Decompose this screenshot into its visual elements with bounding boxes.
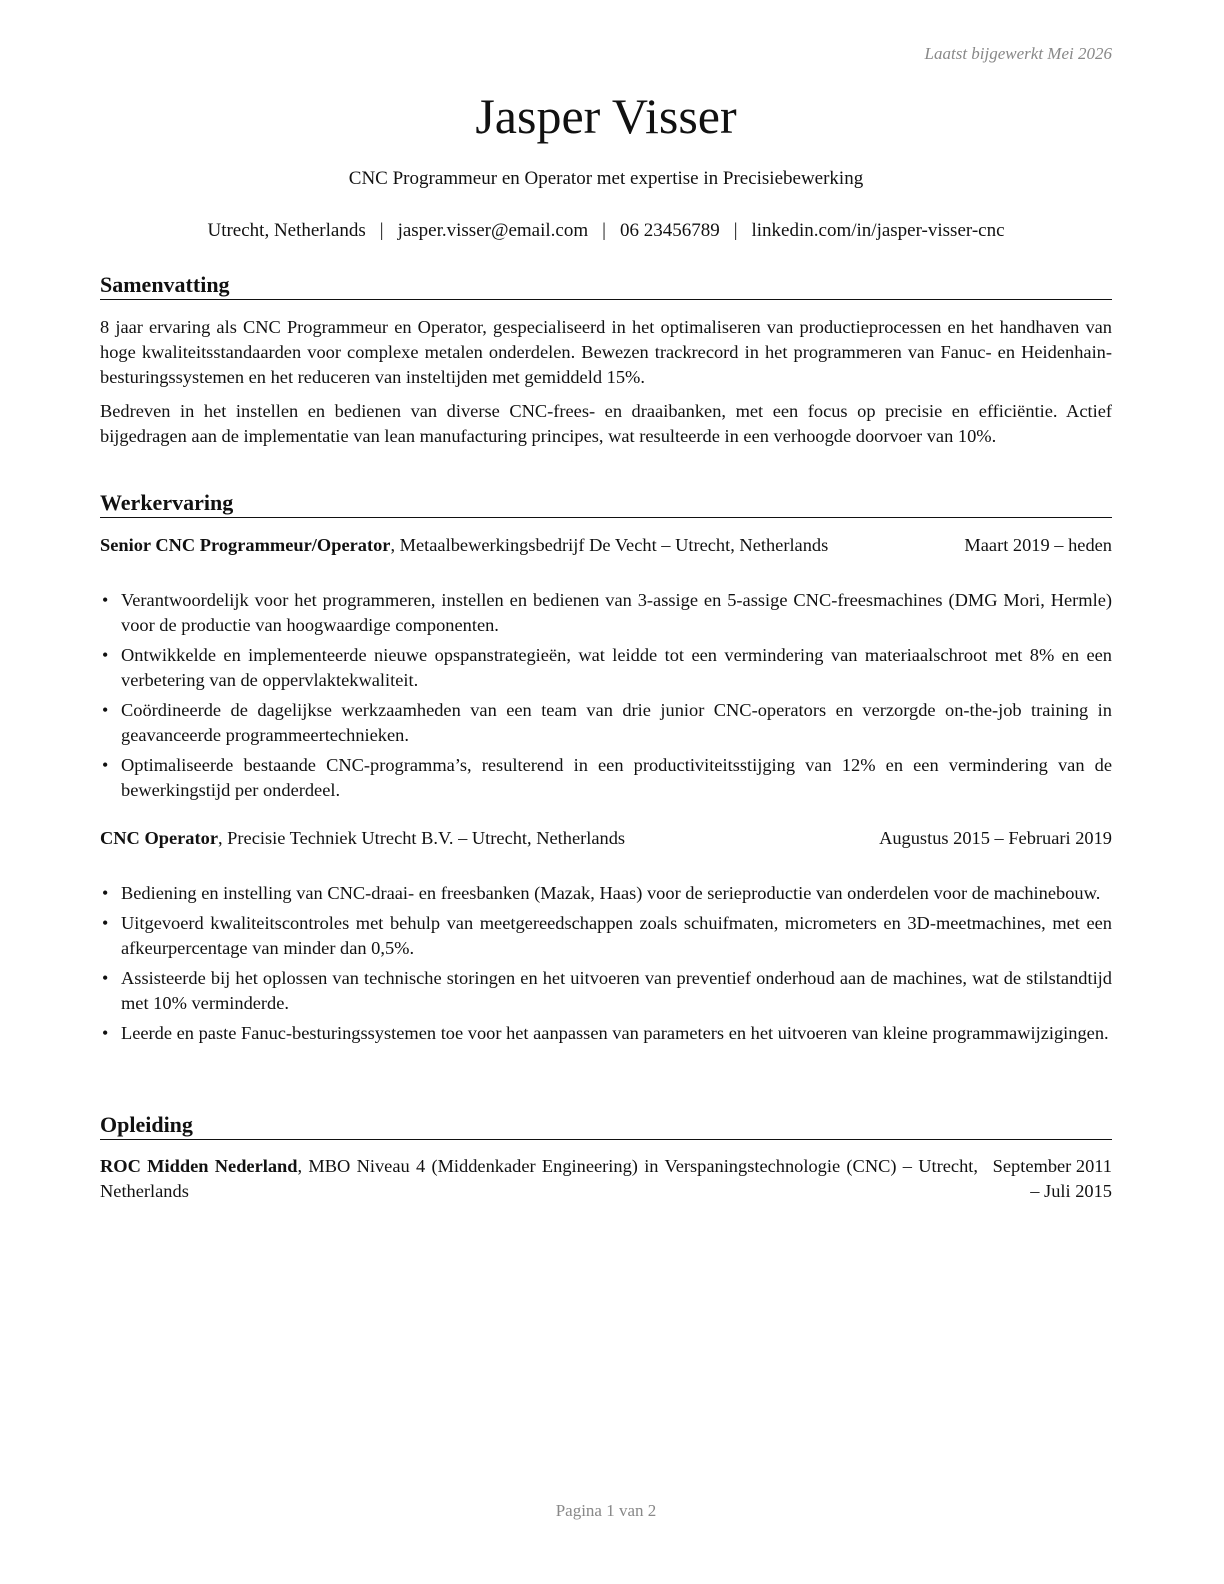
bullet-icon: • (102, 645, 109, 665)
list-item (100, 1021, 1112, 1046)
contact-separator: | (379, 220, 384, 241)
job-bullets (100, 881, 1112, 1051)
summary-paragraph-2: Bedreven in het instellen en bedienen van diverse CNC-frees- en draaibanken, met een focus op precisie en efficiëntie. Actief bijgedragen aan de implementatie van lean manufacturing principes, wat resulteerde in een verhoogde doorvoer van 10%. (100, 401, 1112, 446)
contact-email[interactable]: jasper.visser@email.com (397, 220, 589, 241)
tagline: CNC Programmeur en Operator met expertise in Precisiebewerking (348, 168, 864, 189)
bullet-icon: • (102, 968, 109, 988)
education-school: ROC Midden Nederland (100, 1156, 298, 1176)
bullet-icon: • (102, 883, 109, 903)
bullet-icon: • (102, 755, 109, 775)
job-company: , Precisie Techniek Utrecht B.V. – Utrecht, Netherlands (217, 828, 626, 848)
bullet-text: Coördineerde de dagelijkse werkzaamheden van een team van drie junior CNC-operators en verzorgde on-the-job training in geavanceerde programmeertechnieken. (121, 700, 1112, 745)
bullet-text: Leerde en paste Fanuc-besturingssystemen toe voor het aanpassen van parameters en het uitvoeren van kleine programmawijzigingen. (121, 1023, 1109, 1043)
job-role: CNC Operator (100, 828, 218, 848)
education-dates: September 2011 – Juli 2015 (992, 1156, 1112, 1201)
job-company: , Metaalbewerkingsbedrijf De Vecht – Utrecht, Netherlands (390, 535, 829, 555)
bullet-icon: • (102, 700, 109, 720)
list-item (100, 588, 1112, 638)
bullet-text: Bediening en instelling van CNC-draai- en freesbanken (Mazak, Haas) voor de serieproductie van onderdelen voor de machinebouw. (121, 883, 1101, 903)
job-bullets (100, 588, 1112, 808)
candidate-name: Jasper Visser (475, 88, 737, 144)
bullet-icon: • (102, 1023, 109, 1043)
section-title-education: Opleiding (100, 1112, 1112, 1140)
list-item (100, 643, 1112, 693)
education-entry (100, 1154, 1112, 1204)
job-dates: Augustus 2015 – Februari 2019 (879, 828, 1112, 848)
list-item (100, 881, 1112, 906)
bullet-text: Optimaliseerde bestaande CNC-programma’s, resulterend in een productiviteitsstijging van 12% en een vermindering van de bewerkingstijd per onderdeel. (121, 755, 1112, 800)
education-program: , MBO Niveau 4 (Middenkader Engineering) in Verspaningstechnologie (CNC) – Utrecht, Netherlands (100, 1156, 978, 1201)
job-header (100, 826, 1112, 851)
list-item (100, 966, 1112, 1016)
contact-separator: | (733, 220, 738, 241)
job-header (100, 533, 1112, 558)
contact-separator: | (602, 220, 606, 241)
bullet-icon: • (102, 913, 109, 933)
bullet-text: Uitgevoerd kwaliteitscontroles met behulp van meetgereedschappen zoals schuifmaten, micrometers en 3D-meetmachines, met een afkeurpercentage van minder dan 0,5%. (121, 913, 1112, 958)
list-item (100, 911, 1112, 961)
section-title-experience: Werkervaring (100, 490, 1112, 518)
last-updated: Laatst bijgewerkt Mei 2026 (924, 44, 1112, 63)
list-item (100, 753, 1112, 803)
job-dates: Maart 2019 – heden (964, 535, 1112, 555)
list-item (100, 698, 1112, 748)
contact-location: Utrecht, Netherlands (207, 220, 366, 241)
bullet-icon: • (102, 590, 109, 610)
job-title-line (100, 533, 890, 558)
bullet-text: Verantwoordelijk voor het programmeren, instellen en bedienen van 3-assige en 5-assige CNC-freesmachines (DMG Mori, Hermle) voor de productie van hoogwaardige componenten. (121, 590, 1112, 635)
bullet-text: Ontwikkelde en implementeerde nieuwe opspanstrategieën, wat leidde tot een vermindering van materiaalschroot met 8% en een verbetering van de oppervlaktekwaliteit. (121, 645, 1112, 690)
education-title-line (100, 1154, 978, 1204)
section-title-summary: Samenvatting (100, 272, 1112, 300)
contact-line (100, 219, 1112, 243)
job-title-line (100, 826, 800, 851)
page-number: Pagina 1 van 2 (555, 1501, 657, 1520)
contact-phone: 06 23456789 (619, 220, 720, 241)
summary-paragraph-1: 8 jaar ervaring als CNC Programmeur en Operator, gespecialiseerd in het optimaliseren van productieprocessen en het handhaven van hoge kwaliteitsstandaarden voor complexe metalen onderdelen. Bewezen trackrecord in het programmeren van Fanuc- en Heidenhain-besturingssystemen en het reduceren van insteltijden met gemiddeld 15%. (100, 317, 1112, 387)
contact-linkedin[interactable]: linkedin.com/in/jasper-visser-cnc (751, 220, 1005, 241)
bullet-text: Assisteerde bij het oplossen van technische storingen en het uitvoeren van preventief onderhoud aan de machines, wat de stilstandtijd met 10% verminderde. (121, 968, 1112, 1013)
job-role: Senior CNC Programmeur/Operator (100, 535, 391, 555)
